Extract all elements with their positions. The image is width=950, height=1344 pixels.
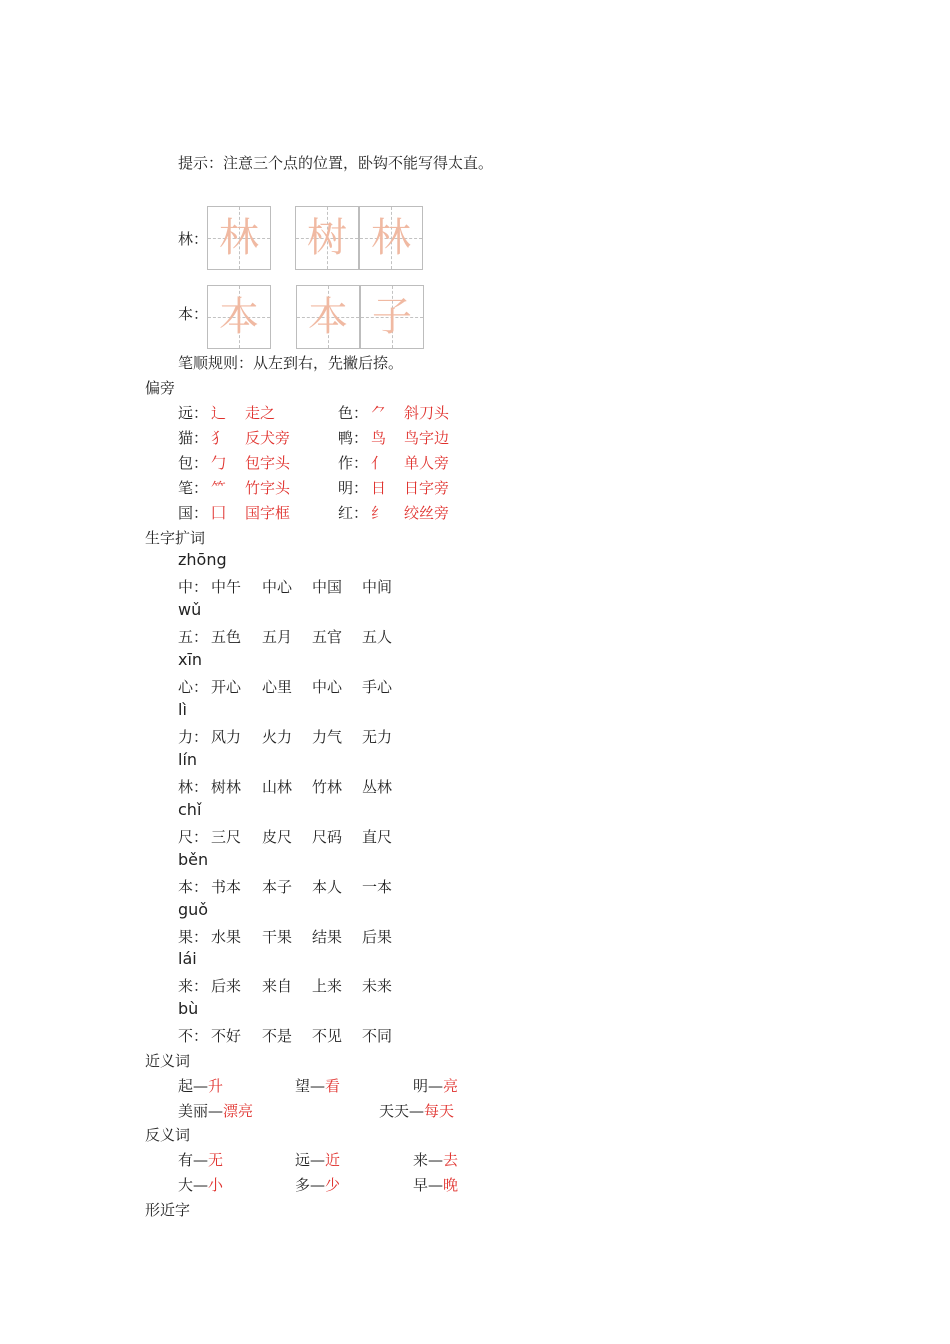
radical-name: 斜刀头 <box>404 404 450 422</box>
writing-box <box>359 206 423 270</box>
trace-char: 本 <box>219 294 259 340</box>
synonym-word: 望— <box>295 1077 326 1095</box>
antonym-answer: 无 <box>208 1151 224 1169</box>
antonym-answer: 小 <box>208 1176 224 1194</box>
antonym-pair <box>295 1174 340 1195</box>
vocab-word: 不是 <box>262 1027 293 1045</box>
radical-char: 色： <box>338 404 369 422</box>
radical-glyph: ⺮ <box>211 479 227 497</box>
vocab-word: 手心 <box>362 678 393 696</box>
radical-name: 反犬旁 <box>245 429 291 447</box>
vocab-word: 后来 <box>211 977 242 995</box>
vocab-word: 五色 <box>211 628 242 646</box>
radical-char: 远： <box>178 404 209 422</box>
radical-char: 国： <box>178 504 209 522</box>
vocab-word: 后果 <box>362 928 393 946</box>
pinyin: wǔ <box>178 600 202 619</box>
radical-glyph: 亻 <box>371 454 387 472</box>
vocab-word: 心里 <box>262 678 293 696</box>
vocab-word: 中心 <box>262 578 293 596</box>
radical-glyph: 囗 <box>211 504 227 522</box>
vocab-word: 不同 <box>362 1027 393 1045</box>
synonym-word: 美丽— <box>178 1102 224 1120</box>
trace-char: 林 <box>219 215 259 261</box>
pinyin: bù <box>178 999 199 1018</box>
writing-box <box>296 285 360 349</box>
synonym-answer: 漂亮 <box>223 1102 254 1120</box>
antonym-pair <box>413 1174 458 1195</box>
synonym-pair <box>379 1100 454 1121</box>
radical-glyph: 勹 <box>211 454 227 472</box>
vocab-word: 三尺 <box>211 828 242 846</box>
synonyms-heading: 近义词 <box>145 1052 191 1070</box>
synonym-word: 明— <box>413 1077 444 1095</box>
radical-glyph: 犭 <box>211 429 227 447</box>
radical-glyph: 日 <box>371 479 387 497</box>
writing-box <box>295 206 359 270</box>
trace-char: 子 <box>372 294 412 340</box>
vocab-char: 五： <box>178 628 209 646</box>
pinyin: zhōng <box>178 550 227 569</box>
pinyin: běn <box>178 850 209 869</box>
antonym-word: 大— <box>178 1176 209 1194</box>
antonym-word: 来— <box>413 1151 444 1169</box>
vocab-char: 中： <box>178 578 209 596</box>
radical-char: 鸭： <box>338 429 369 447</box>
radical-name: 日字旁 <box>404 479 450 497</box>
vocab-word: 火力 <box>262 728 293 746</box>
pinyin: lì <box>178 700 187 719</box>
radical-glyph: ⺈ <box>371 404 387 422</box>
radical-name: 单人旁 <box>404 454 450 472</box>
synonym-answer: 看 <box>325 1077 341 1095</box>
antonym-word: 有— <box>178 1151 209 1169</box>
vocab-word: 直尺 <box>362 828 393 846</box>
vocab-word: 一本 <box>362 878 393 896</box>
vocab-word: 本人 <box>312 878 343 896</box>
vocab-char: 来： <box>178 977 209 995</box>
pinyin: lái <box>178 949 197 968</box>
synonym-word: 起— <box>178 1077 209 1095</box>
synonym-answer: 升 <box>208 1077 224 1095</box>
radical-char: 作： <box>338 454 369 472</box>
vocab-char: 力： <box>178 728 209 746</box>
antonym-word: 早— <box>413 1176 444 1194</box>
vocab-word: 尺码 <box>312 828 343 846</box>
vocab-word: 中午 <box>211 578 242 596</box>
antonym-pair <box>295 1149 340 1170</box>
vocab-word: 五月 <box>262 628 293 646</box>
pinyin: xīn <box>178 650 203 669</box>
vocab-word: 上来 <box>312 977 343 995</box>
vocab-word: 力气 <box>312 728 343 746</box>
vocab-word: 风力 <box>211 728 242 746</box>
vocab-char: 心： <box>178 678 209 696</box>
trace-char: 树 <box>307 215 347 261</box>
vocab-word: 不好 <box>211 1027 242 1045</box>
radical-name: 竹字头 <box>245 479 291 497</box>
synonym-answer: 每天 <box>424 1102 455 1120</box>
radical-name: 走之 <box>245 404 276 422</box>
vocab-word: 五官 <box>312 628 343 646</box>
radical-char: 明： <box>338 479 369 497</box>
antonym-pair <box>178 1174 223 1195</box>
grid-row-label: 林： <box>178 230 209 248</box>
synonym-pair <box>413 1075 458 1096</box>
similar-chars-heading: 形近字 <box>145 1201 191 1219</box>
vocab-word: 干果 <box>262 928 293 946</box>
vocab-word: 丛林 <box>362 778 393 796</box>
writing-box <box>207 206 271 270</box>
vocab-word: 竹林 <box>312 778 343 796</box>
vocab-word: 开心 <box>211 678 242 696</box>
vocab-heading: 生字扩词 <box>145 529 206 547</box>
vocab-word: 来自 <box>262 977 293 995</box>
radicals-heading: 偏旁 <box>145 379 176 397</box>
radical-name: 鸟字边 <box>404 429 450 447</box>
grid-row-label: 本： <box>178 305 209 323</box>
radical-char: 包： <box>178 454 209 472</box>
vocab-word: 书本 <box>211 878 242 896</box>
trace-char: 林 <box>371 215 411 261</box>
radical-name: 国字框 <box>245 504 291 522</box>
vocab-word: 树林 <box>211 778 242 796</box>
antonym-answer: 近 <box>325 1151 341 1169</box>
vocab-word: 未来 <box>362 977 393 995</box>
vocab-word: 无力 <box>362 728 393 746</box>
radical-glyph: 辶 <box>211 404 227 422</box>
writing-box <box>360 285 424 349</box>
synonym-word: 天天— <box>379 1102 425 1120</box>
vocab-word: 结果 <box>312 928 343 946</box>
radical-glyph: 纟 <box>371 504 387 522</box>
pinyin: lín <box>178 750 198 769</box>
radical-name: 绞丝旁 <box>404 504 450 522</box>
vocab-char: 不： <box>178 1027 209 1045</box>
pinyin: chǐ <box>178 800 202 819</box>
antonym-answer: 少 <box>325 1176 341 1194</box>
vocab-word: 中国 <box>312 578 343 596</box>
vocab-word: 水果 <box>211 928 242 946</box>
synonym-answer: 亮 <box>443 1077 459 1095</box>
vocab-word: 本子 <box>262 878 293 896</box>
radical-char: 猫： <box>178 429 209 447</box>
antonym-word: 远— <box>295 1151 326 1169</box>
pinyin: guǒ <box>178 900 209 919</box>
vocab-word: 五人 <box>362 628 393 646</box>
vocab-char: 果： <box>178 928 209 946</box>
writing-box <box>207 285 271 349</box>
antonyms-heading: 反义词 <box>145 1126 191 1144</box>
vocab-char: 尺： <box>178 828 209 846</box>
vocab-word: 中心 <box>312 678 343 696</box>
stroke-rule: 笔顺规则：从左到右，先撇后捺。 <box>178 354 404 372</box>
radical-glyph: 鸟 <box>371 429 387 447</box>
antonym-pair <box>178 1149 223 1170</box>
vocab-word: 山林 <box>262 778 293 796</box>
synonym-pair <box>295 1075 340 1096</box>
antonym-pair <box>413 1149 458 1170</box>
antonym-answer: 晚 <box>443 1176 459 1194</box>
trace-char: 本 <box>308 294 348 340</box>
antonym-word: 多— <box>295 1176 326 1194</box>
radical-name: 包字头 <box>245 454 291 472</box>
vocab-word: 不见 <box>312 1027 343 1045</box>
antonym-answer: 去 <box>443 1151 459 1169</box>
vocab-char: 林： <box>178 778 209 796</box>
tip-text: 提示：注意三个点的位置，卧钩不能写得太直。 <box>178 154 494 172</box>
radical-char: 笔： <box>178 479 209 497</box>
radical-char: 红： <box>338 504 369 522</box>
synonym-pair <box>178 1075 223 1096</box>
synonym-pair <box>178 1100 253 1121</box>
vocab-word: 皮尺 <box>262 828 293 846</box>
vocab-char: 本： <box>178 878 209 896</box>
vocab-word: 中间 <box>362 578 393 596</box>
